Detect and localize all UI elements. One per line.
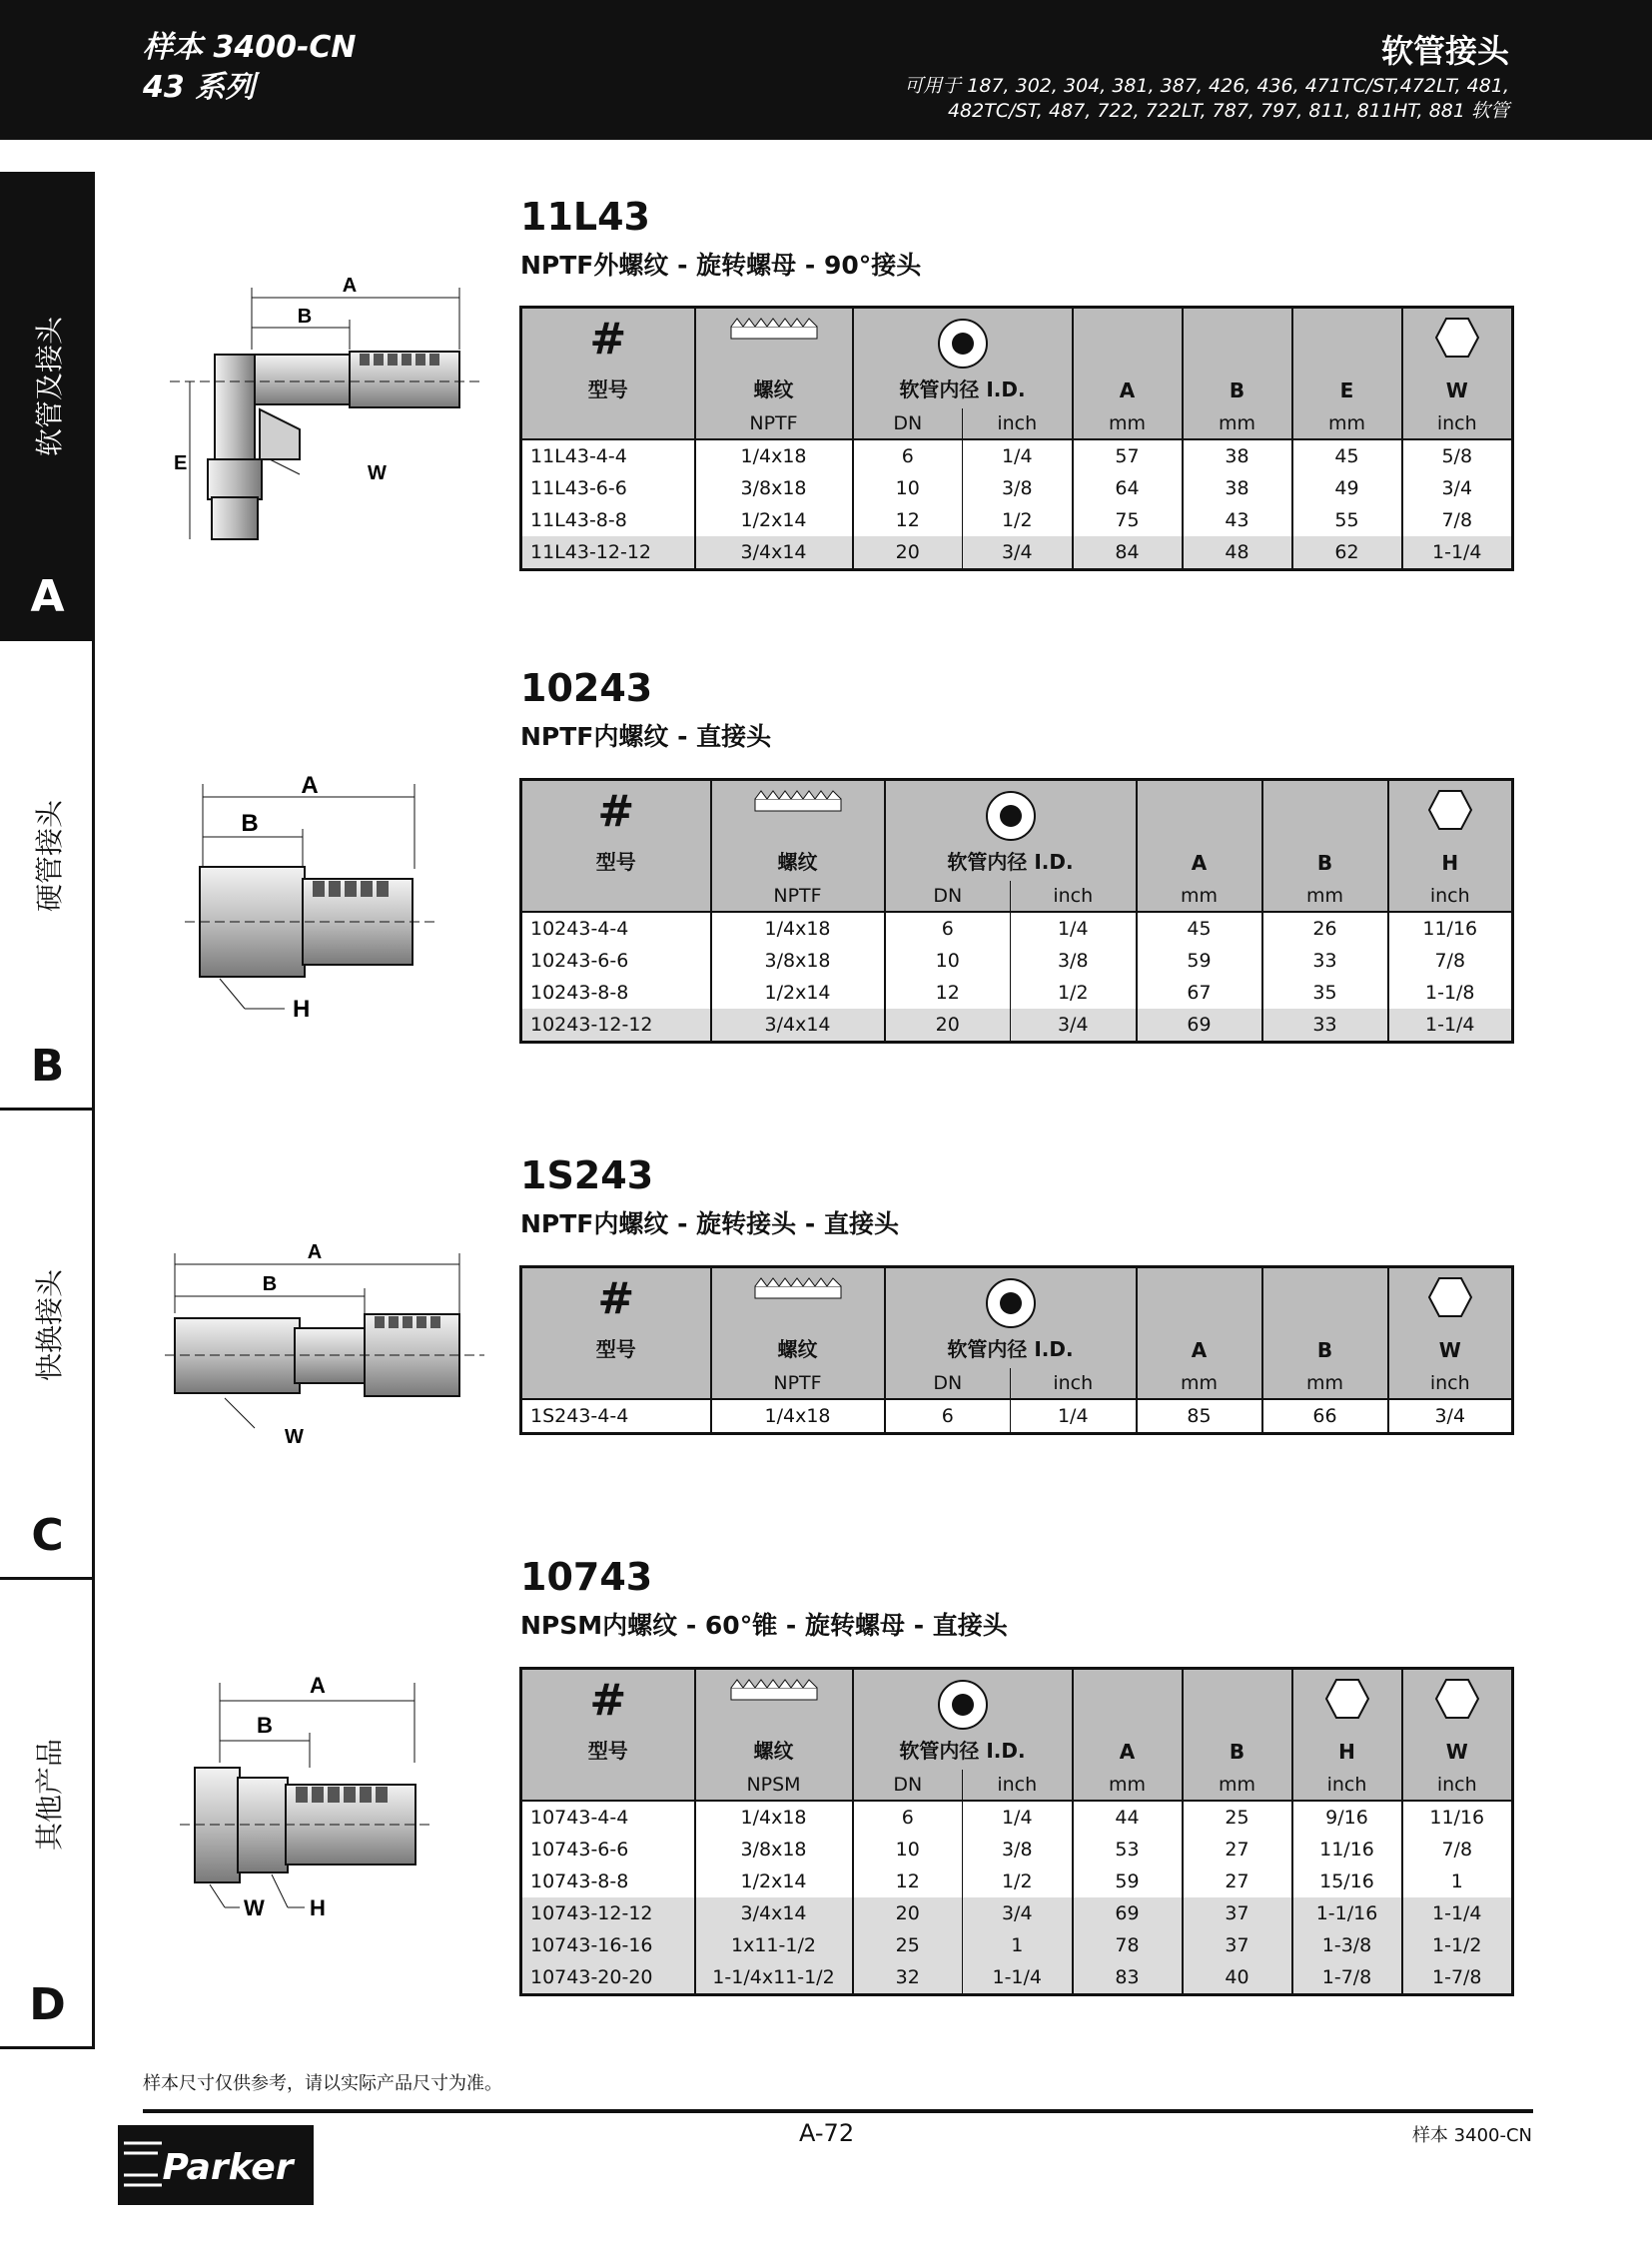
- hex-wrench-icon: [1427, 1276, 1473, 1318]
- dim-label-a: A: [301, 772, 319, 799]
- dim-b-value: 26: [1262, 912, 1388, 945]
- table-row: [521, 439, 1513, 472]
- col-model: 型号: [595, 1337, 636, 1361]
- part-number: 1S243-4-4: [521, 1399, 711, 1434]
- col-dim-a: A: [1119, 1740, 1136, 1764]
- thread-icon: [729, 1678, 819, 1702]
- dim-w-value: 7/8: [1441, 509, 1473, 531]
- tab-quick-couplings[interactable]: [0, 1111, 95, 1580]
- dim-a-value: 44: [1073, 1801, 1183, 1834]
- dim-a-value: 75: [1073, 504, 1183, 536]
- dim-label-a: A: [307, 1241, 323, 1263]
- dim-h-value: 1-3/8: [1292, 1929, 1402, 1961]
- col-dim-w: W: [1445, 378, 1468, 402]
- inch-value: 3/4: [963, 1897, 1073, 1929]
- dim-w-value: 3/4: [1441, 477, 1473, 499]
- part-number: 10743-12-12: [521, 1897, 695, 1929]
- col-dim-b: B: [1316, 851, 1333, 875]
- dn-value: 12: [853, 1866, 963, 1897]
- col-dim-a: A: [1191, 851, 1208, 875]
- dim-b-value: 37: [1183, 1929, 1292, 1961]
- col-hose-id: 软管内径 I.D.: [899, 377, 1026, 401]
- product-code: 1S243: [520, 1153, 654, 1197]
- product-description: NPTF内螺纹 - 直接头: [520, 722, 772, 751]
- inch-value: 1/2: [963, 504, 1073, 536]
- dim-label-w: W: [368, 462, 387, 484]
- thread-size: 1/2x14: [695, 504, 853, 536]
- dim-h-value: 7/8: [1434, 950, 1466, 972]
- dn-value: 20: [853, 1897, 963, 1929]
- dim-e-value: 62: [1292, 536, 1402, 570]
- thread-size: 3/8x18: [695, 472, 853, 504]
- thread-size: 1/4x18: [711, 1399, 885, 1434]
- thread-size: 3/8x18: [695, 1834, 853, 1866]
- dim-w-value: 3/4: [1434, 1405, 1466, 1427]
- unit-h: inch: [1388, 881, 1513, 912]
- series-name: 43 系列: [143, 70, 256, 105]
- unit-a: mm: [1137, 1368, 1262, 1399]
- dn-value: 6: [885, 912, 1011, 945]
- unit-e: mm: [1292, 408, 1402, 439]
- dim-w-value: 7/8: [1441, 1839, 1473, 1861]
- table-row: [521, 1897, 1513, 1929]
- col-dim-w: W: [1438, 1338, 1461, 1362]
- dim-label-a: A: [342, 275, 358, 297]
- part-number: 10243-12-12: [521, 1009, 711, 1043]
- dim-b-value: 43: [1183, 504, 1292, 536]
- tab-letter: A: [30, 571, 65, 622]
- dn-value: 10: [853, 1834, 963, 1866]
- part-number: 11L43-8-8: [521, 504, 695, 536]
- dim-w-value: 1-1/4: [1402, 536, 1513, 570]
- hose-compatibility: [810, 74, 1509, 124]
- dn-value: 32: [853, 1961, 963, 1995]
- col-dim-a: A: [1191, 1338, 1208, 1362]
- thread-unit: NPTF: [711, 881, 885, 912]
- inch-value: 1/2: [1011, 977, 1137, 1009]
- dim-label-b: B: [241, 810, 259, 837]
- part-number: 10743-8-8: [521, 1866, 695, 1897]
- part-number: 11L43-12-12: [521, 536, 695, 570]
- tab-label: 其他产品: [33, 1738, 66, 1852]
- inch-value: 3/8: [1011, 945, 1137, 977]
- dim-w-value: 1-7/8: [1402, 1961, 1513, 1995]
- inch-value: 1/4: [1011, 1399, 1137, 1434]
- product-code: 11L43: [520, 195, 650, 239]
- unit-inch: inch: [963, 1770, 1073, 1801]
- tab-label: 软管及接头: [33, 316, 66, 457]
- thread-unit: NPTF: [695, 408, 853, 439]
- dim-a-value: 53: [1073, 1834, 1183, 1866]
- dn-value: 10: [885, 945, 1011, 977]
- thread-size: 3/4x14: [695, 536, 853, 570]
- part-number-icon: #: [597, 786, 635, 837]
- tab-label: 硬管接头: [33, 799, 66, 913]
- tab-hose-fittings[interactable]: [0, 172, 95, 641]
- dn-value: 12: [885, 977, 1011, 1009]
- hose-id-icon: [936, 317, 990, 371]
- part-number: 10743-6-6: [521, 1834, 695, 1866]
- part-number: 10743-16-16: [521, 1929, 695, 1961]
- part-number: 11L43-4-4: [521, 439, 695, 472]
- tab-letter: B: [30, 1041, 65, 1092]
- unit-inch: inch: [1011, 881, 1137, 912]
- product-code: 10743: [520, 1555, 653, 1599]
- col-thread: 螺纹: [753, 377, 794, 401]
- hex-wrench-icon: [1324, 1678, 1370, 1720]
- dim-a-value: 59: [1073, 1866, 1183, 1897]
- table-row: [521, 1399, 1513, 1434]
- page-title: 软管接头: [1380, 32, 1509, 70]
- disclaimer-note: 样本尺寸仅供参考，请以实际产品尺寸为准。: [143, 2073, 502, 2094]
- table-row: [521, 945, 1513, 977]
- dim-e-value: 45: [1292, 439, 1402, 472]
- spec-table-10243: [519, 778, 1514, 1044]
- dim-a-value: 84: [1073, 536, 1183, 570]
- part-number: 10243-4-4: [521, 912, 711, 945]
- col-dim-h: H: [1441, 851, 1459, 875]
- unit-a: mm: [1137, 881, 1262, 912]
- inch-value: 3/8: [963, 1834, 1073, 1866]
- col-dim-a: A: [1119, 378, 1136, 402]
- thread-size: 3/8x18: [711, 945, 885, 977]
- tab-letter: C: [31, 1510, 64, 1561]
- dim-label-b: B: [262, 1273, 278, 1295]
- table-row: [521, 912, 1513, 945]
- hex-wrench-icon: [1427, 789, 1473, 831]
- unit-w: inch: [1402, 1770, 1513, 1801]
- col-hose-id: 软管内径 I.D.: [899, 1739, 1026, 1763]
- thread-size: 1-1/4x11-1/2: [695, 1961, 853, 1995]
- thread-unit: NPTF: [711, 1368, 885, 1399]
- unit-dn: DN: [853, 408, 963, 439]
- dim-a-value: 83: [1073, 1961, 1183, 1995]
- hose-id-icon: [984, 789, 1038, 843]
- footer-divider: [143, 2109, 1533, 2113]
- dim-label-e: E: [174, 452, 188, 474]
- table-row: [521, 977, 1513, 1009]
- dim-a-value: 78: [1073, 1929, 1183, 1961]
- part-number: 10243-6-6: [521, 945, 711, 977]
- table-row: [521, 1961, 1513, 1995]
- unit-b: mm: [1183, 408, 1292, 439]
- dim-label-w: W: [285, 1426, 304, 1448]
- dim-a-value: 69: [1073, 1897, 1183, 1929]
- hose-compatibility-line1: 可用于 187, 302, 304, 381, 387, 426, 436, 471TC/ST,472LT, 481,: [904, 75, 1509, 97]
- table-row: [521, 536, 1513, 570]
- dim-b-value: 48: [1183, 536, 1292, 570]
- dn-value: 10: [853, 472, 963, 504]
- dn-value: 20: [885, 1009, 1011, 1043]
- thread-size: 1/2x14: [695, 1866, 853, 1897]
- fitting-10243-drawing: [185, 769, 484, 1039]
- spec-table-1s243: [519, 1265, 1514, 1435]
- unit-w: inch: [1402, 408, 1513, 439]
- dn-value: 6: [885, 1399, 1011, 1434]
- part-number-icon: #: [597, 1273, 635, 1324]
- dim-a-value: 67: [1137, 977, 1262, 1009]
- dim-b-value: 33: [1262, 945, 1388, 977]
- unit-b: mm: [1262, 1368, 1388, 1399]
- thread-size: 3/4x14: [711, 1009, 885, 1043]
- part-number-icon: #: [589, 314, 627, 365]
- col-thread: 螺纹: [777, 1337, 818, 1361]
- dim-label-b: B: [297, 306, 313, 328]
- hose-compatibility-line2: 482TC/ST, 487, 722, 722LT, 787, 797, 811, 811HT, 881 软管: [947, 100, 1509, 122]
- table-row: [521, 472, 1513, 504]
- dim-b-value: 37: [1183, 1897, 1292, 1929]
- col-dim-b: B: [1316, 1338, 1333, 1362]
- thread-icon: [753, 789, 843, 813]
- col-thread: 螺纹: [753, 1739, 794, 1763]
- inch-value: 1: [963, 1929, 1073, 1961]
- col-dim-h: H: [1338, 1740, 1355, 1764]
- dim-h-value: 15/16: [1292, 1866, 1402, 1897]
- table-row: [521, 1866, 1513, 1897]
- thread-unit: NPSM: [695, 1770, 853, 1801]
- thread-size: 3/4x14: [695, 1897, 853, 1929]
- hex-wrench-icon: [1434, 317, 1480, 359]
- tab-label: 快换接头: [33, 1268, 66, 1382]
- dim-b-value: 40: [1183, 1961, 1292, 1995]
- tab-other-products[interactable]: [0, 1580, 95, 2049]
- col-model: 型号: [587, 1739, 628, 1763]
- footer-catalog: 样本 3400-CN: [1411, 2125, 1532, 2146]
- part-number: 10243-8-8: [521, 977, 711, 1009]
- thread-size: 1/2x14: [711, 977, 885, 1009]
- table-row: [521, 1834, 1513, 1866]
- dim-h-value: 1-7/8: [1292, 1961, 1402, 1995]
- dim-w-value: 1-1/2: [1402, 1929, 1513, 1961]
- part-number-icon: #: [589, 1675, 627, 1726]
- col-dim-b: B: [1229, 1740, 1245, 1764]
- dim-a-value: 64: [1073, 472, 1183, 504]
- part-number: 11L43-6-6: [521, 472, 695, 504]
- unit-inch: inch: [963, 408, 1073, 439]
- thread-size: 1/4x18: [711, 912, 885, 945]
- dim-label-h: H: [310, 1895, 326, 1920]
- dim-a-value: 69: [1137, 1009, 1262, 1043]
- dim-e-value: 49: [1292, 472, 1402, 504]
- product-description: NPTF外螺纹 - 旋转螺母 - 90°接头: [520, 251, 922, 280]
- dim-label-w: W: [244, 1895, 265, 1920]
- dim-a-value: 59: [1137, 945, 1262, 977]
- unit-inch: inch: [1011, 1368, 1137, 1399]
- table-row: [521, 1929, 1513, 1961]
- unit-dn: DN: [885, 1368, 1011, 1399]
- fitting-11l43-drawing: [160, 270, 499, 559]
- dim-h-value: 11/16: [1422, 918, 1478, 940]
- inch-value: 1-1/4: [963, 1961, 1073, 1995]
- dim-b-value: 25: [1183, 1801, 1292, 1834]
- inch-value: 1/4: [1011, 912, 1137, 945]
- dn-value: 6: [853, 439, 963, 472]
- inch-value: 3/4: [1011, 1009, 1137, 1043]
- page-number: A-72: [799, 2119, 855, 2147]
- col-dim-b: B: [1229, 378, 1245, 402]
- dn-value: 20: [853, 536, 963, 570]
- col-model: 型号: [587, 377, 628, 401]
- thread-size: 1/4x18: [695, 439, 853, 472]
- dim-h-value: 9/16: [1292, 1801, 1402, 1834]
- logo-wordmark: Parker: [162, 2147, 294, 2188]
- hose-id-icon: [984, 1276, 1038, 1330]
- unit-a: mm: [1073, 1770, 1183, 1801]
- col-hose-id: 软管内径 I.D.: [947, 1337, 1074, 1361]
- unit-dn: DN: [885, 881, 1011, 912]
- unit-a: mm: [1073, 408, 1183, 439]
- product-code: 10243: [520, 666, 653, 710]
- col-model: 型号: [595, 850, 636, 874]
- dim-b-value: 38: [1183, 472, 1292, 504]
- thread-size: 1/4x18: [695, 1801, 853, 1834]
- unit-b: mm: [1183, 1770, 1292, 1801]
- dim-w-value: 5/8: [1441, 445, 1473, 467]
- dim-h-value: 1-1/4: [1388, 1009, 1513, 1043]
- dn-value: 6: [853, 1801, 963, 1834]
- col-dim-e: E: [1339, 378, 1354, 402]
- fitting-1s243-drawing: [165, 1238, 504, 1458]
- col-dim-w: W: [1445, 1740, 1468, 1764]
- inch-value: 3/8: [963, 472, 1073, 504]
- dim-h-value: 11/16: [1292, 1834, 1402, 1866]
- dim-a-value: 45: [1137, 912, 1262, 945]
- fitting-10743-drawing: [180, 1663, 479, 1927]
- table-row: [521, 1009, 1513, 1043]
- dim-a-value: 57: [1073, 439, 1183, 472]
- dim-w-value: 11/16: [1429, 1807, 1485, 1829]
- col-hose-id: 软管内径 I.D.: [947, 850, 1074, 874]
- inch-value: 1/2: [963, 1866, 1073, 1897]
- inch-value: 1/4: [963, 439, 1073, 472]
- part-number: 10743-4-4: [521, 1801, 695, 1834]
- tab-tube-fittings[interactable]: [0, 641, 95, 1111]
- dim-w-value: 1-1/4: [1402, 1897, 1513, 1929]
- unit-dn: DN: [853, 1770, 963, 1801]
- product-description: NPTF内螺纹 - 旋转接头 - 直接头: [520, 1209, 899, 1238]
- part-number: 10743-20-20: [521, 1961, 695, 1995]
- thread-icon: [753, 1276, 843, 1300]
- dim-b-value: 27: [1183, 1866, 1292, 1897]
- thread-size: 1x11-1/2: [695, 1929, 853, 1961]
- inch-value: 3/4: [963, 536, 1073, 570]
- dim-label-a: A: [310, 1673, 326, 1698]
- dim-label-h: H: [293, 996, 311, 1023]
- thread-icon: [729, 317, 819, 341]
- catalog-info: [143, 28, 357, 108]
- tab-letter: D: [29, 1979, 66, 2030]
- dn-value: 25: [853, 1929, 963, 1961]
- dim-label-b: B: [257, 1713, 273, 1738]
- hex-wrench-icon: [1434, 1678, 1480, 1720]
- dim-b-value: 35: [1262, 977, 1388, 1009]
- hose-id-icon: [936, 1678, 990, 1732]
- dim-a-value: 85: [1137, 1399, 1262, 1434]
- col-thread: 螺纹: [777, 850, 818, 874]
- dim-h-value: 1-1/8: [1425, 982, 1475, 1004]
- unit-w: inch: [1388, 1368, 1513, 1399]
- dim-e-value: 55: [1292, 504, 1402, 536]
- table-row: [521, 1801, 1513, 1834]
- dim-w-value: 1: [1450, 1870, 1463, 1892]
- parker-logo: [118, 2125, 314, 2205]
- unit-h: inch: [1292, 1770, 1402, 1801]
- spec-table-10743: [519, 1667, 1514, 1996]
- dim-h-value: 1-1/16: [1292, 1897, 1402, 1929]
- dim-b-value: 33: [1262, 1009, 1388, 1043]
- dim-b-value: 27: [1183, 1834, 1292, 1866]
- dn-value: 12: [853, 504, 963, 536]
- dim-b-value: 66: [1262, 1399, 1388, 1434]
- table-row: [521, 504, 1513, 536]
- unit-b: mm: [1262, 881, 1388, 912]
- spec-table-11l43: [519, 306, 1514, 571]
- catalog-number: 样本 3400-CN: [143, 30, 357, 65]
- inch-value: 1/4: [963, 1801, 1073, 1834]
- page-header: [0, 0, 1652, 140]
- product-description: NPSM内螺纹 - 60°锥 - 旋转螺母 - 直接头: [520, 1611, 1008, 1640]
- dim-b-value: 38: [1183, 439, 1292, 472]
